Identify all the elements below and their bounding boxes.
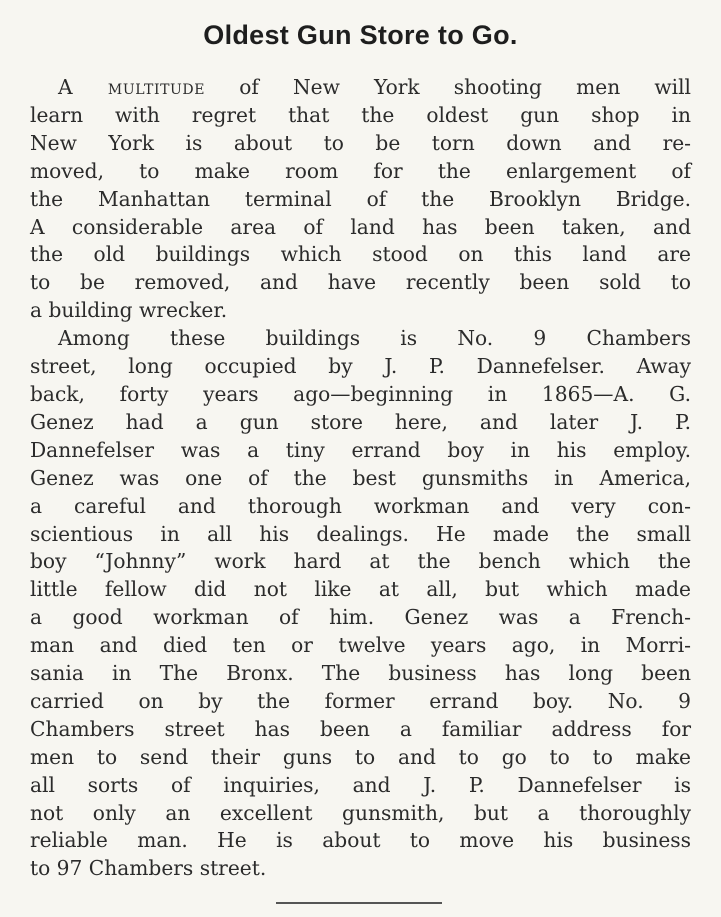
paragraph-1-line-1: A multitude of New York shooting men will	[58, 75, 692, 99]
paragraph-2-line-20: to 97 Chambers street.	[30, 856, 267, 881]
paragraph-2-line-7: a careful and thorough workman and very con-	[30, 493, 691, 518]
paragraph-2-line-14: carried on by the former errand boy. No. 9	[30, 688, 691, 713]
paragraph-1-line-2: learn with regret that the oldest gun shop in	[30, 102, 691, 127]
paragraph-2-line-15: Chambers street has been a familiar address for	[30, 716, 691, 741]
paragraph-2-line-1: Among these buildings is No. 9 Chambers	[58, 326, 691, 351]
paragraph-2-line-3: back, forty years ago—beginning in 1865—A. G.	[30, 381, 691, 406]
paragraph-2-line-11: a good workman of him. Genez was a French-	[30, 605, 691, 630]
paragraph-2-line-18: not only an excellent gunsmith, but a thoroughly	[30, 800, 691, 825]
lead-small-caps: A multitude	[58, 75, 206, 99]
paragraph-2-line-8: scientious in all his dealings. He made the small	[30, 521, 691, 546]
paragraph-2-line-16: men to send their guns to and to go to to make	[30, 744, 691, 769]
paragraph-1-line-9: a building wrecker.	[30, 298, 228, 323]
paragraph-2-line-9: boy “Johnny” work hard at the bench which the	[30, 549, 691, 574]
paragraph-2-line-4: Genez had a gun store here, and later J. P.	[30, 409, 691, 434]
paragraph-2-line-2: street, long occupied by J. P. Dannefelser. Away	[30, 354, 691, 379]
paragraph-1-line-7: the old buildings which stood on this land are	[30, 242, 691, 267]
paragraph-2-line-12: man and died ten or twelve years ago, in Morri-	[30, 633, 691, 658]
paragraph-1-line-4: moved, to make room for the enlargement of	[30, 158, 691, 183]
paragraph-2-line-6: Genez was one of the best gunsmiths in America,	[30, 465, 691, 490]
paragraph-2-line-10: little fellow did not like at all, but which made	[30, 577, 691, 602]
paragraph-1-line-6: A considerable area of land has been taken, and	[30, 214, 691, 239]
paragraph-1-line-3: New York is about to be torn down and re-	[30, 130, 691, 155]
paragraph-2-line-5: Dannefelser was a tiny errand boy in his employ.	[30, 437, 691, 462]
article-body	[30, 74, 691, 883]
paragraph-1-line-5: the Manhattan terminal of the Brooklyn Bridge.	[30, 186, 691, 211]
paragraph-2-line-19: reliable man. He is about to move his business	[30, 828, 691, 853]
paragraph-2-line-17: all sorts of inquiries, and J. P. Dannefelser is	[30, 772, 691, 797]
paragraph-2-line-13: sania in The Bronx. The business has long been	[30, 661, 691, 686]
headline: Oldest Gun Store to Go.	[203, 20, 518, 50]
section-divider-rule	[276, 902, 442, 904]
paragraph-1-line-8: to be removed, and have recently been sold to	[30, 270, 691, 295]
